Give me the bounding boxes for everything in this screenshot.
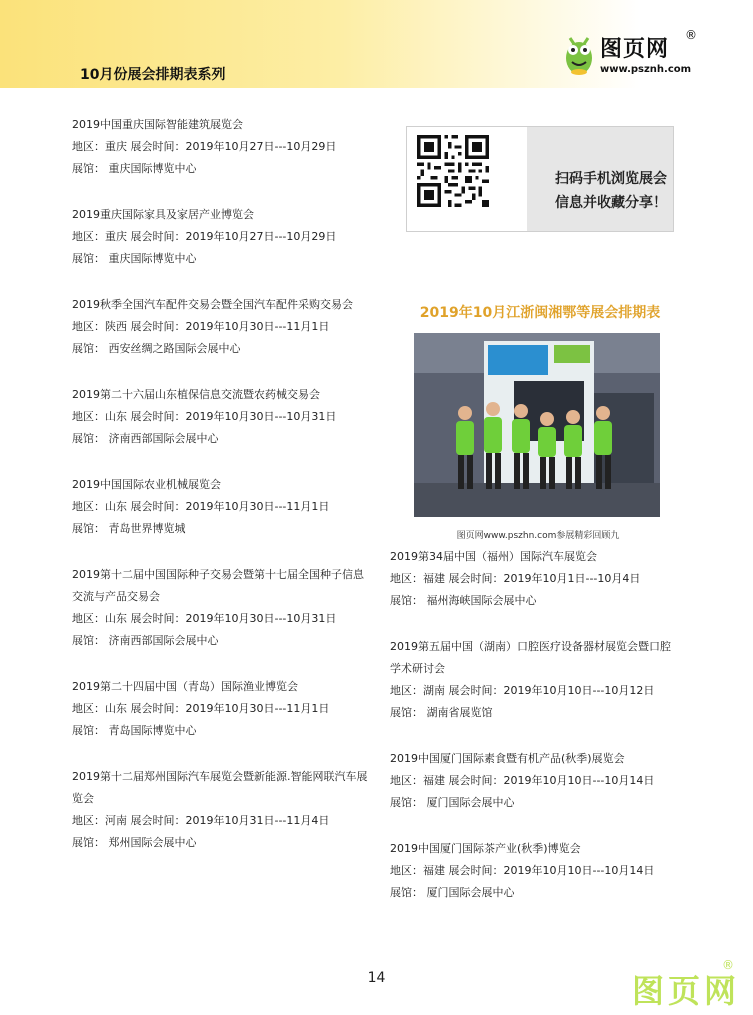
event-name: 2019第34届中国（福州）国际汽车展览会 [390, 550, 597, 563]
event-name: 2019第二十六届山东植保信息交流暨农药械交易会 [72, 388, 320, 401]
page-header [0, 0, 753, 88]
event-region-time: 地区：山东 展会时间：2019年10月30日---11月1日 [72, 500, 330, 513]
event-region-time: 地区：重庆 展会时间：2019年10月27日---10月29日 [72, 140, 337, 153]
qr-code-icon[interactable] [417, 135, 489, 207]
event-venue: 展馆： 济南西部国际会展中心 [72, 432, 219, 445]
event-venue: 展馆： 青岛国际博览中心 [72, 724, 197, 737]
qr-promo-line: 信息并收藏分享！ [555, 195, 667, 211]
event-item [72, 474, 372, 540]
series-title: 10月份展会排期表系列 [80, 67, 226, 83]
logo-name: 图页网 [600, 37, 670, 62]
event-region-time: 地区：河南 展会时间：2019年10月31日---11月4日 [72, 814, 330, 827]
event-venue: 展馆： 青岛世界博览城 [72, 522, 186, 535]
event-region-time: 地区：山东 展会时间：2019年10月30日---10月31日 [72, 612, 337, 625]
event-region-time: 地区：福建 展会时间：2019年10月10日---10月14日 [390, 774, 655, 787]
event-item [72, 204, 372, 270]
event-item [72, 384, 372, 450]
event-name: 2019中国国际农业机械展览会 [72, 478, 221, 491]
event-name: 2019秋季全国汽车配件交易会暨全国汽车配件采购交易会 [72, 298, 353, 311]
qr-card-panel [407, 127, 527, 231]
event-item [72, 564, 372, 652]
event-region-time: 地区：山东 展会时间：2019年10月30日---11月1日 [72, 702, 330, 715]
exhibition-photo [414, 333, 660, 517]
event-name: 2019中国厦门国际茶产业(秋季)博览会 [390, 842, 581, 855]
watermark-text: 图页网 [632, 972, 741, 1010]
event-item [72, 114, 372, 180]
qr-promo-card [406, 126, 674, 232]
qr-promo-line: 扫码手机浏览展会 [555, 171, 667, 187]
event-name: 2019第十二届中国国际种子交易会暨第十七届全国种子信息交流与产品交易会 [72, 568, 364, 603]
event-venue: 展馆： 西安丝绸之路国际会展中心 [72, 342, 241, 355]
event-venue: 展馆： 厦门国际会展中心 [390, 796, 515, 809]
event-item [72, 294, 372, 360]
event-item [72, 766, 372, 854]
qr-promo-text [535, 167, 667, 215]
event-region-time: 地区：陕西 展会时间：2019年10月30日---11月1日 [72, 320, 330, 333]
event-venue: 展馆： 厦门国际会展中心 [390, 886, 515, 899]
event-name: 2019第十二届郑州国际汽车展览会暨新能源.智能网联汽车展览会 [72, 770, 368, 805]
event-region-time: 地区：重庆 展会时间：2019年10月27日---10月29日 [72, 230, 337, 243]
site-logo[interactable] [562, 30, 712, 82]
event-venue: 展馆： 重庆国际博览中心 [72, 252, 197, 265]
event-item [390, 748, 680, 814]
event-region-time: 地区：山东 展会时间：2019年10月30日---10月31日 [72, 410, 337, 423]
mascot-icon [562, 32, 596, 78]
event-region-time: 地区：福建 展会时间：2019年10月10日---10月14日 [390, 864, 655, 877]
photo-caption: 图页网www.pszhn.com参展精彩回顾九 [456, 531, 620, 541]
event-item [390, 838, 680, 904]
event-name: 2019中国厦门国际素食暨有机产品(秋季)展览会 [390, 752, 625, 765]
photo-title: 2019年10月江浙闽湘鄂等展会排期表 [419, 305, 661, 321]
left-event-list [72, 114, 372, 878]
booth-photo-illustration [414, 333, 660, 517]
event-name: 2019中国重庆国际智能建筑展览会 [72, 118, 243, 131]
event-name: 2019第五届中国（湖南）口腔医疗设备器材展览会暨口腔学术研讨会 [390, 640, 671, 675]
event-item [390, 636, 680, 724]
watermark-registered-mark: ® [722, 958, 734, 972]
event-venue: 展馆： 济南西部国际会展中心 [72, 634, 219, 647]
watermark-logo [632, 958, 752, 1010]
registered-mark: ® [685, 28, 697, 42]
logo-url: www.psznh.com [600, 64, 692, 75]
event-name: 2019重庆国际家具及家居产业博览会 [72, 208, 254, 221]
event-item [72, 676, 372, 742]
event-venue: 展馆： 福州海峡国际会展中心 [390, 594, 537, 607]
event-venue: 展馆： 郑州国际会展中心 [72, 836, 197, 849]
event-region-time: 地区：福建 展会时间：2019年10月1日---10月4日 [390, 572, 641, 585]
event-venue: 展馆： 重庆国际博览中心 [72, 162, 197, 175]
right-event-list [390, 546, 680, 928]
event-region-time: 地区：湖南 展会时间：2019年10月10日---10月12日 [390, 684, 655, 697]
event-venue: 展馆： 湖南省展览馆 [390, 706, 493, 719]
event-name: 2019第二十四届中国（青岛）国际渔业博览会 [72, 680, 298, 693]
page-number: 14 [367, 970, 386, 986]
event-item [390, 546, 680, 612]
